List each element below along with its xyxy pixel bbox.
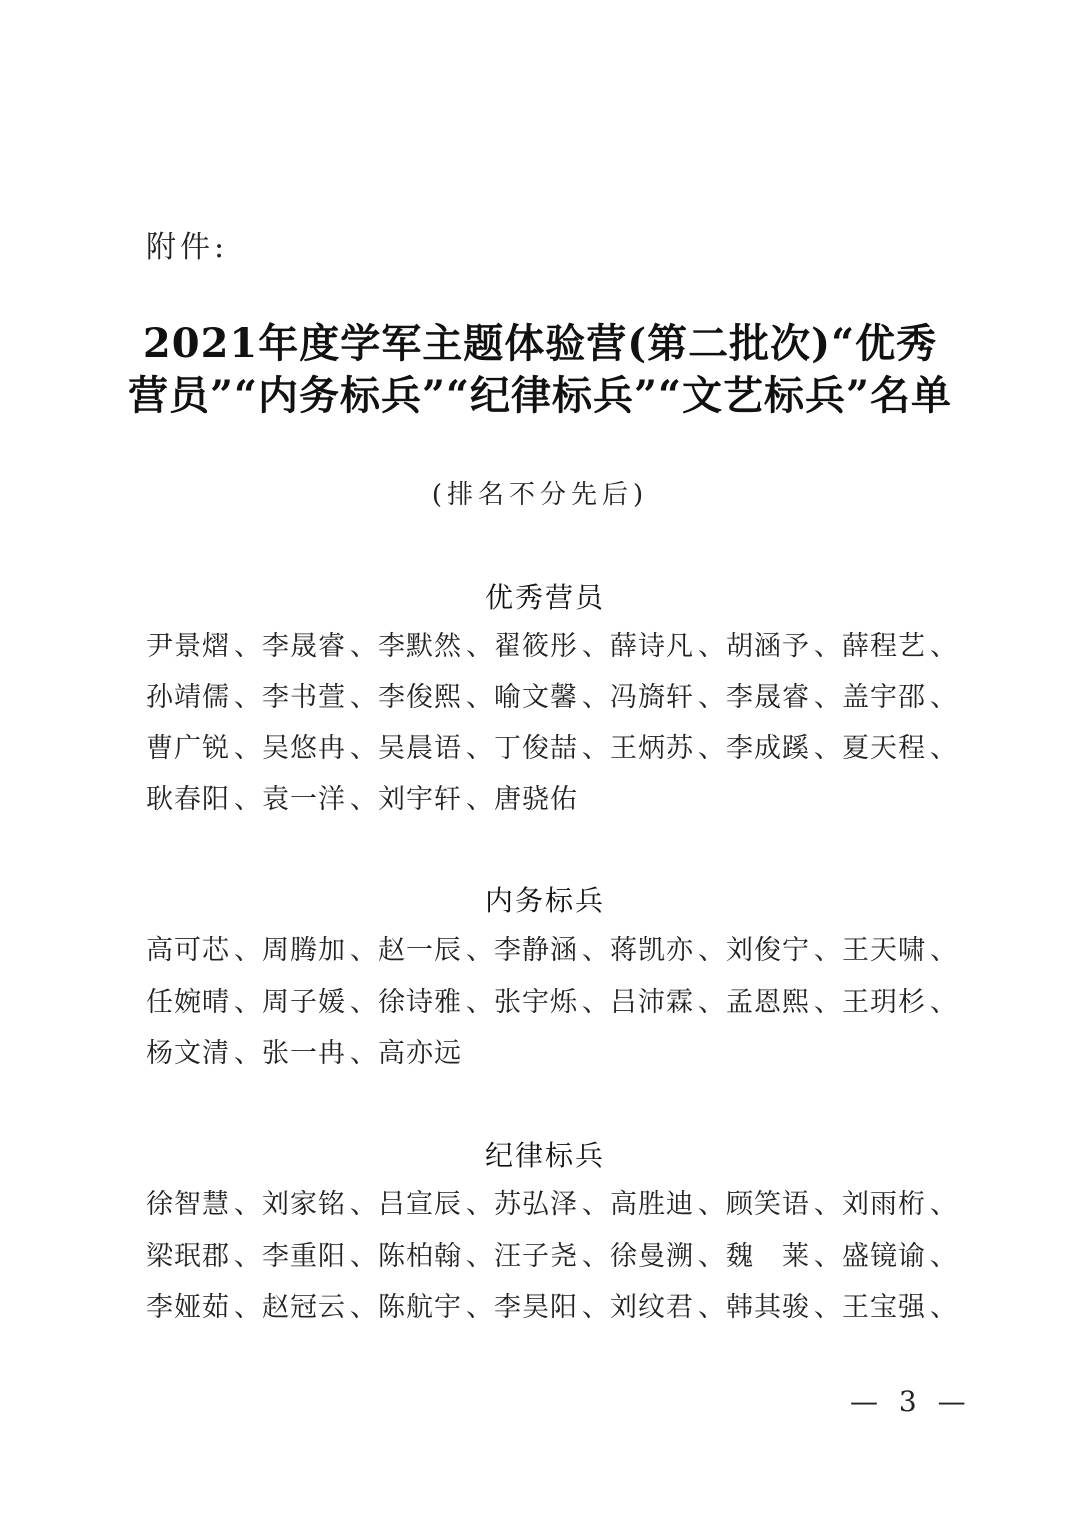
- person-name: 薛诗凡: [610, 631, 694, 662]
- person-name: 王宝强: [842, 1292, 926, 1323]
- person-name: 李重阳: [262, 1241, 346, 1272]
- name-separator: 、: [466, 1292, 493, 1323]
- name-separator: 、: [930, 987, 957, 1018]
- name-row: [146, 928, 966, 972]
- person-name: 李成蹊: [726, 733, 810, 764]
- name-separator: 、: [814, 1241, 841, 1272]
- section-heading-housekeeping: 内务标兵: [484, 884, 605, 917]
- attachment-label: 附件:: [146, 230, 229, 265]
- person-name: 蒋凯亦: [610, 935, 694, 966]
- person-name: 张一冉: [262, 1038, 346, 1069]
- person-name: 高胜迪: [610, 1189, 694, 1220]
- person-name: 曹广锐: [146, 733, 230, 764]
- name-separator: 、: [930, 1241, 957, 1272]
- name-row: [146, 980, 966, 1024]
- page-number: — 3 —: [850, 1385, 972, 1418]
- name-separator: 、: [466, 935, 493, 966]
- title-line-1: 2021年度学军主题体验营(第二批次)“优秀: [142, 320, 938, 367]
- person-name: 赵一辰: [378, 935, 462, 966]
- person-name: 周子媛: [262, 987, 346, 1018]
- person-name: 喻文馨: [494, 682, 578, 713]
- name-row: [146, 777, 966, 821]
- name-separator: 、: [814, 987, 841, 1018]
- person-name: 吴晨语: [378, 733, 462, 764]
- name-separator: 、: [582, 1189, 609, 1220]
- person-name: 李娅茹: [146, 1292, 230, 1323]
- name-separator: 、: [814, 935, 841, 966]
- name-separator: 、: [234, 1241, 261, 1272]
- name-separator: 、: [350, 682, 377, 713]
- name-separator: 、: [930, 935, 957, 966]
- section-heading-discipline: 纪律标兵: [484, 1139, 605, 1172]
- name-separator: 、: [698, 682, 725, 713]
- person-name: 汪子尧: [494, 1241, 578, 1272]
- name-separator: 、: [466, 631, 493, 662]
- person-name: 周腾加: [262, 935, 346, 966]
- name-separator: 、: [234, 935, 261, 966]
- title-line-2: 营员”“内务标兵”“纪律标兵”“文艺标兵”名单: [127, 372, 953, 419]
- person-name: 夏天程: [842, 733, 926, 764]
- person-name: 吕沛霖: [610, 987, 694, 1018]
- name-row: [146, 1234, 966, 1278]
- person-name: 顾笑语: [726, 1189, 810, 1220]
- person-name: 李默然: [378, 631, 462, 662]
- name-separator: 、: [466, 682, 493, 713]
- name-separator: 、: [814, 1189, 841, 1220]
- name-row: [146, 1031, 966, 1075]
- name-separator: 、: [582, 682, 609, 713]
- name-separator: 、: [930, 682, 957, 713]
- person-name: 盛镜谕: [842, 1241, 926, 1272]
- person-name: 魏 莱: [726, 1241, 810, 1272]
- person-name: 刘雨桁: [842, 1189, 926, 1220]
- name-separator: 、: [350, 935, 377, 966]
- person-name: 徐智慧: [146, 1189, 230, 1220]
- person-name: 冯旖轩: [610, 682, 694, 713]
- name-separator: 、: [350, 1292, 377, 1323]
- name-separator: 、: [234, 733, 261, 764]
- person-name: 孟恩熙: [726, 987, 810, 1018]
- name-separator: 、: [466, 784, 493, 815]
- person-name: 王玥杉: [842, 987, 926, 1018]
- name-row: [146, 1182, 966, 1226]
- person-name: 高可芯: [146, 935, 230, 966]
- person-name: 刘俊宁: [726, 935, 810, 966]
- name-separator: 、: [698, 1241, 725, 1272]
- person-name: 刘宇轩: [378, 784, 462, 815]
- name-separator: 、: [350, 1189, 377, 1220]
- person-name: 李晟睿: [726, 682, 810, 713]
- name-separator: 、: [814, 631, 841, 662]
- person-name: 徐曼溯: [610, 1241, 694, 1272]
- section-heading-outstanding: 优秀营员: [484, 581, 605, 614]
- person-name: 耿春阳: [146, 784, 230, 815]
- person-name: 吴悠冉: [262, 733, 346, 764]
- name-separator: 、: [814, 682, 841, 713]
- person-name: 刘家铭: [262, 1189, 346, 1220]
- name-separator: 、: [466, 1189, 493, 1220]
- person-name: 李昊阳: [494, 1292, 578, 1323]
- person-name: 丁俊喆: [494, 733, 578, 764]
- name-separator: 、: [234, 1038, 261, 1069]
- name-separator: 、: [582, 987, 609, 1018]
- person-name: 杨文清: [146, 1038, 230, 1069]
- name-row: [146, 1285, 966, 1329]
- name-separator: 、: [350, 733, 377, 764]
- name-separator: 、: [350, 631, 377, 662]
- person-name: 王天啸: [842, 935, 926, 966]
- name-row: [146, 726, 966, 770]
- name-separator: 、: [930, 631, 957, 662]
- person-name: 张宇烁: [494, 987, 578, 1018]
- person-name: 李俊熙: [378, 682, 462, 713]
- person-name: 胡涵予: [726, 631, 810, 662]
- name-separator: 、: [582, 935, 609, 966]
- name-separator: 、: [698, 987, 725, 1018]
- person-name: 赵冠云: [262, 1292, 346, 1323]
- name-separator: 、: [698, 935, 725, 966]
- name-separator: 、: [466, 733, 493, 764]
- name-separator: 、: [582, 631, 609, 662]
- person-name: 尹景熠: [146, 631, 230, 662]
- name-separator: 、: [582, 733, 609, 764]
- person-name: 任婉晴: [146, 987, 230, 1018]
- person-name: 梁珉郡: [146, 1241, 230, 1272]
- person-name: 苏弘泽: [494, 1189, 578, 1220]
- ranking-note: (排名不分先后): [431, 480, 649, 510]
- person-name: 吕宣辰: [378, 1189, 462, 1220]
- person-name: 陈柏翰: [378, 1241, 462, 1272]
- person-name: 刘纹君: [610, 1292, 694, 1323]
- name-separator: 、: [930, 1189, 957, 1220]
- name-separator: 、: [350, 987, 377, 1018]
- person-name: 袁一洋: [262, 784, 346, 815]
- person-name: 韩其骏: [726, 1292, 810, 1323]
- person-name: 翟筱彤: [494, 631, 578, 662]
- person-name: 孙靖儒: [146, 682, 230, 713]
- name-separator: 、: [234, 631, 261, 662]
- name-row: [146, 624, 966, 668]
- person-name: 李晟睿: [262, 631, 346, 662]
- name-separator: 、: [234, 1189, 261, 1220]
- person-name: 陈航宇: [378, 1292, 462, 1323]
- person-name: 唐骁佑: [494, 784, 578, 815]
- name-separator: 、: [350, 1241, 377, 1272]
- person-name: 薛程艺: [842, 631, 926, 662]
- name-separator: 、: [814, 733, 841, 764]
- person-name: 高亦远: [378, 1038, 462, 1069]
- name-separator: 、: [350, 784, 377, 815]
- person-name: 王炳苏: [610, 733, 694, 764]
- person-name: 李书萱: [262, 682, 346, 713]
- name-separator: 、: [234, 784, 261, 815]
- name-separator: 、: [234, 682, 261, 713]
- name-separator: 、: [466, 1241, 493, 1272]
- person-name: 盖宇邵: [842, 682, 926, 713]
- person-name: 徐诗雅: [378, 987, 462, 1018]
- name-separator: 、: [698, 1189, 725, 1220]
- name-row: [146, 675, 966, 719]
- name-separator: 、: [350, 1038, 377, 1069]
- name-separator: 、: [814, 1292, 841, 1323]
- name-separator: 、: [582, 1292, 609, 1323]
- name-separator: 、: [466, 987, 493, 1018]
- name-separator: 、: [698, 1292, 725, 1323]
- person-name: 李静涵: [494, 935, 578, 966]
- name-separator: 、: [698, 631, 725, 662]
- name-separator: 、: [582, 1241, 609, 1272]
- name-separator: 、: [234, 987, 261, 1018]
- name-separator: 、: [698, 733, 725, 764]
- name-separator: 、: [930, 733, 957, 764]
- name-separator: 、: [930, 1292, 957, 1323]
- name-separator: 、: [234, 1292, 261, 1323]
